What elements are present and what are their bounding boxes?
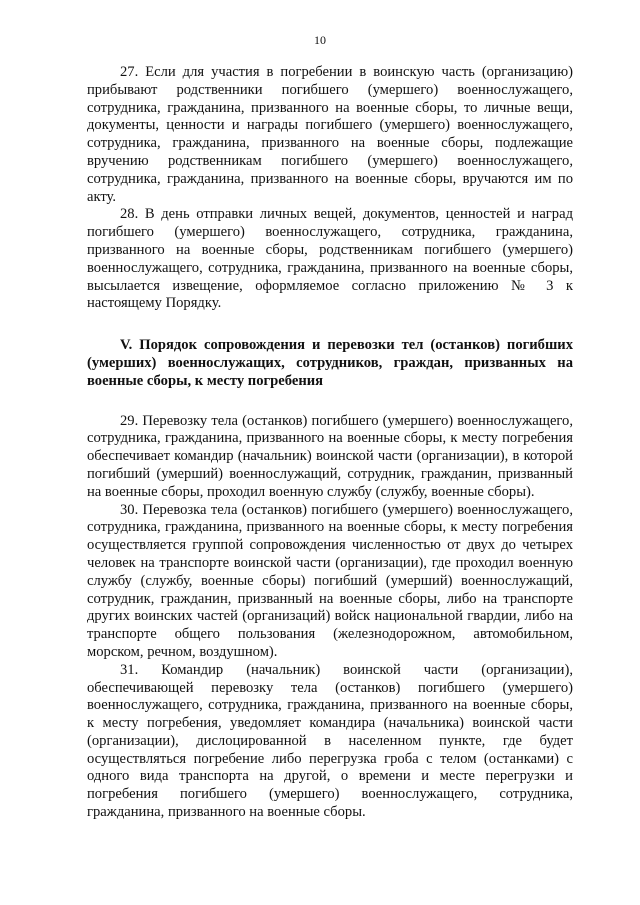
paragraph-28: 28. В день отправки личных вещей, документов, ценностей и наград погибшего (умершего) военнослужащего, сотрудника, гражданина, призванного на военные сборы, родственникам погибшего (умершего) военнослужащего, сотрудника, гражданина, призванного на военные сборы, высылается извещение, оформляемое согласно приложению № 3 к настоящему Порядку. [87, 206, 573, 312]
section-heading: V. Порядок сопровождения и перевозки тел (останков) погибших (умерших) военнослужащих, сотрудников, граждан, призванных на военные сборы, к месту погребения [87, 337, 573, 389]
paragraph-31: 31. Командир (начальник) воинской части (организации), обеспечивающей перевозку тела (останков) погибшего (умершего) военнослужащего, сотрудника, гражданина, призванного на военные сборы, к месту погребения, уведомляет командира (начальника) воинской части (организации), дислоцированной в населенном пункте, где будет осуществляться погребение либо перегрузка гроба с телом (останками) с одного вида транспорта на другой, о времени и месте перегрузки и погребения погибшего (умершего) военнослужащего, сотрудника, гражданина, призванного на военные сборы. [87, 661, 573, 821]
paragraph-27: 27. Если для участия в погребении в воинскую часть (организацию) прибывают родственники погибшего (умершего) военнослужащего, сотрудника, гражданина, призванного на военные сборы, то личные вещи, документы, ценности и награды погибшего (умершего) военнослужащего, сотрудника, гражданина, призванного на военные сборы, подлежащие вручению родственникам погибшего (умершего) военнослужащего, сотрудника, гражданина, призванного на военные сборы, вручаются им по акту. [87, 64, 573, 205]
document-body [87, 64, 573, 822]
page-number: 10 [314, 33, 326, 47]
paragraph-30: 30. Перевозка тела (останков) погибшего (умершего) военнослужащего, сотрудника, гражданина, призванного на военные сборы, к месту погребения осуществляется группой сопровождения численностью от двух до четырех человек на транспорте воинской части (организации), где проходил военную службу (службу, военные сборы) погибший (умерший) военнослужащий, сотрудник, гражданин, призванный на военные сборы, либо на транспорте других воинских частей (организаций) войск национальной гвардии, либо на транспорте общего пользования (железнодорожном, автомобильном, морском, речном, воздушном). [87, 501, 573, 660]
paragraph-29: 29. Перевозку тела (останков) погибшего (умершего) военнослужащего, сотрудника, гражданина, призванного на военные сборы, к месту погребения обеспечивает командир (начальник) воинской части (организации), в которой погибший (умерший) военнослужащий, сотрудник, гражданин, призванный на военные сборы, проходил военную службу (службу, военные сборы). [87, 412, 573, 500]
